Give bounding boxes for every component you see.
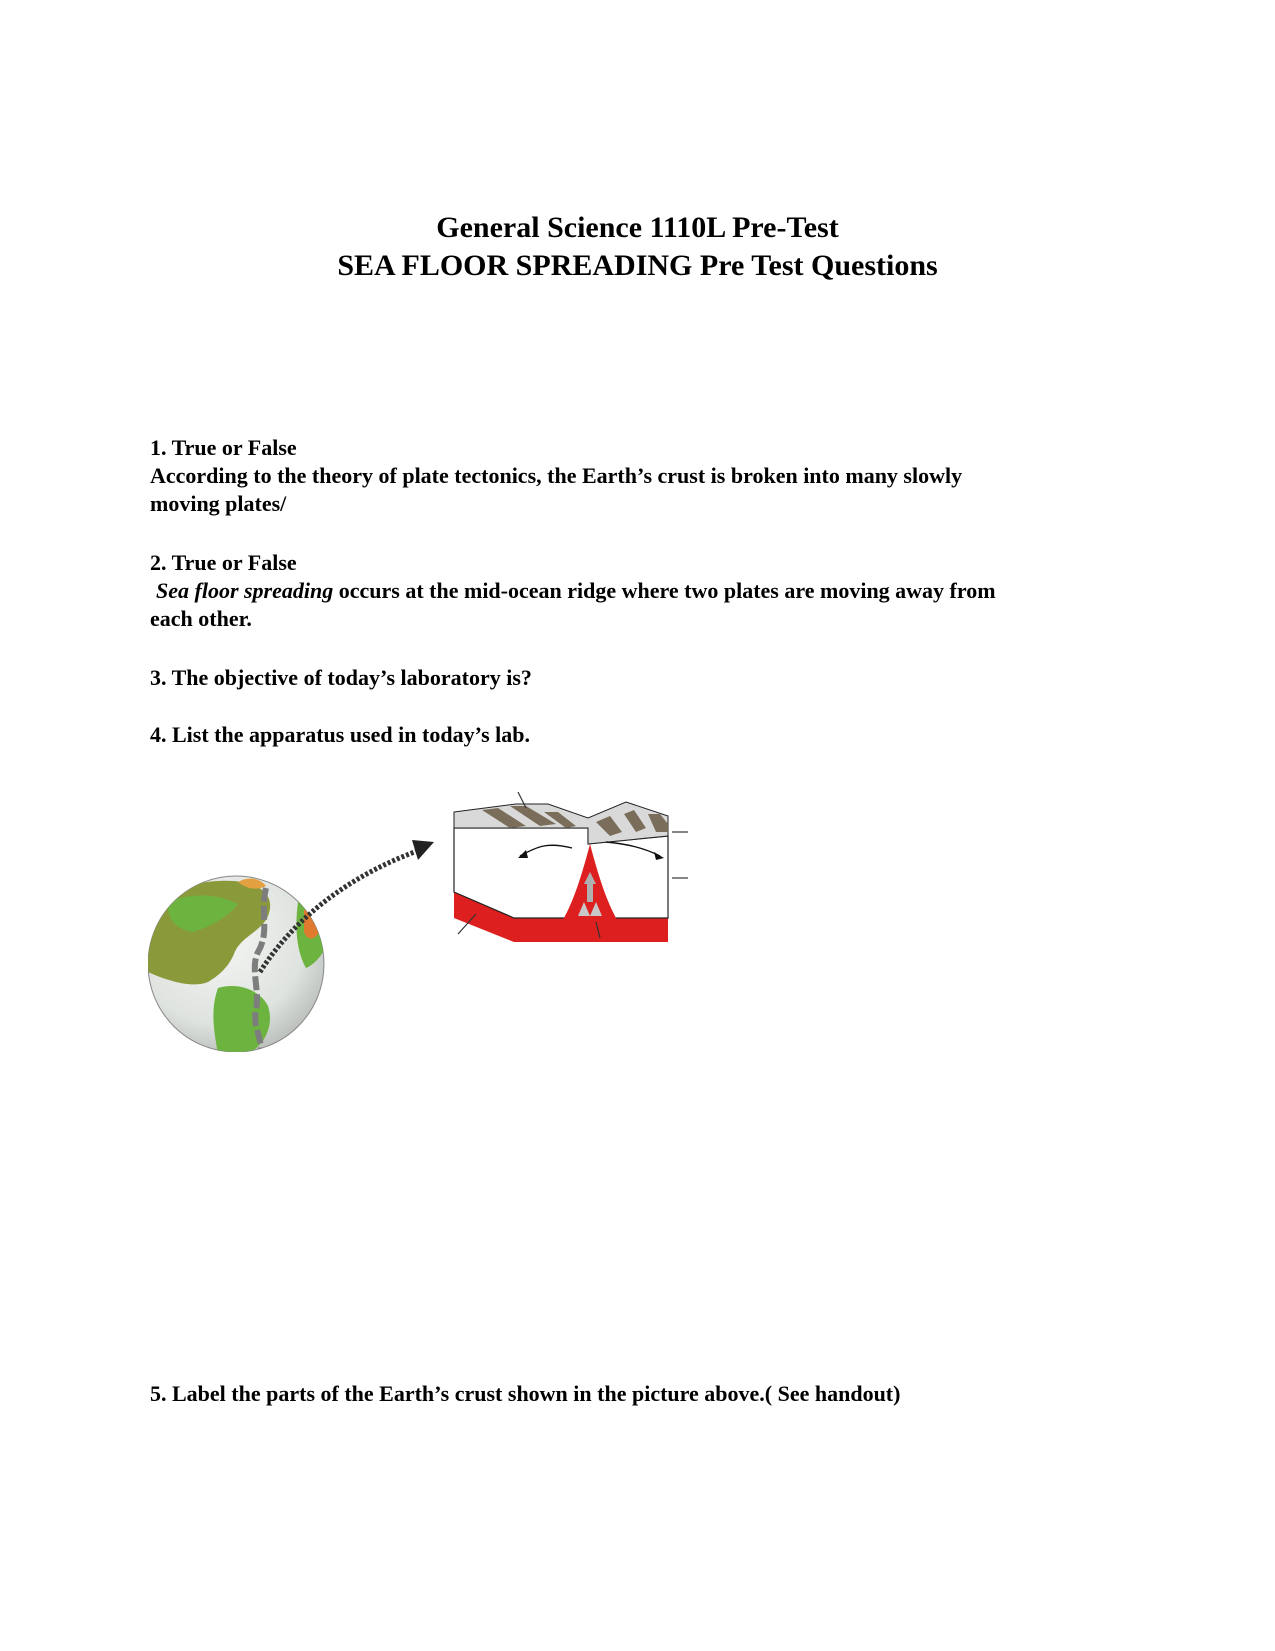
question-2: [150, 549, 1125, 633]
page-subtitle: SEA FLOOR SPREADING Pre Test Questions: [337, 249, 938, 282]
question-5: 5. Label the parts of the Earth’s crust shown in the picture above.( See handout): [150, 1381, 901, 1406]
page-title: General Science 1110L Pre-Test: [436, 211, 839, 244]
question-2-text-line2: each other.: [150, 606, 252, 631]
question-1-text-line1: According to the theory of plate tectonics, the Earth’s crust is broken into many slowly: [150, 463, 963, 488]
question-2-text-line1: [150, 577, 1125, 605]
question-2-text-rest: occurs at the mid-ocean ridge where two plates are moving away from: [333, 578, 996, 603]
question-2-heading: 2. True or False: [150, 550, 297, 575]
question-2-italic-term: Sea floor spreading: [156, 578, 334, 603]
earth-globe: [148, 876, 330, 1052]
question-4: 4. List the apparatus used in today’s lab.: [150, 722, 530, 747]
question-3: 3. The objective of today’s laboratory is?: [150, 665, 532, 690]
question-1: [150, 434, 1125, 518]
question-1-text-line2: moving plates/: [150, 491, 287, 516]
crust-cross-section: [454, 802, 668, 942]
question-1-heading: 1. True or False: [150, 435, 297, 460]
sea-floor-spreading-figure: [148, 792, 733, 1052]
